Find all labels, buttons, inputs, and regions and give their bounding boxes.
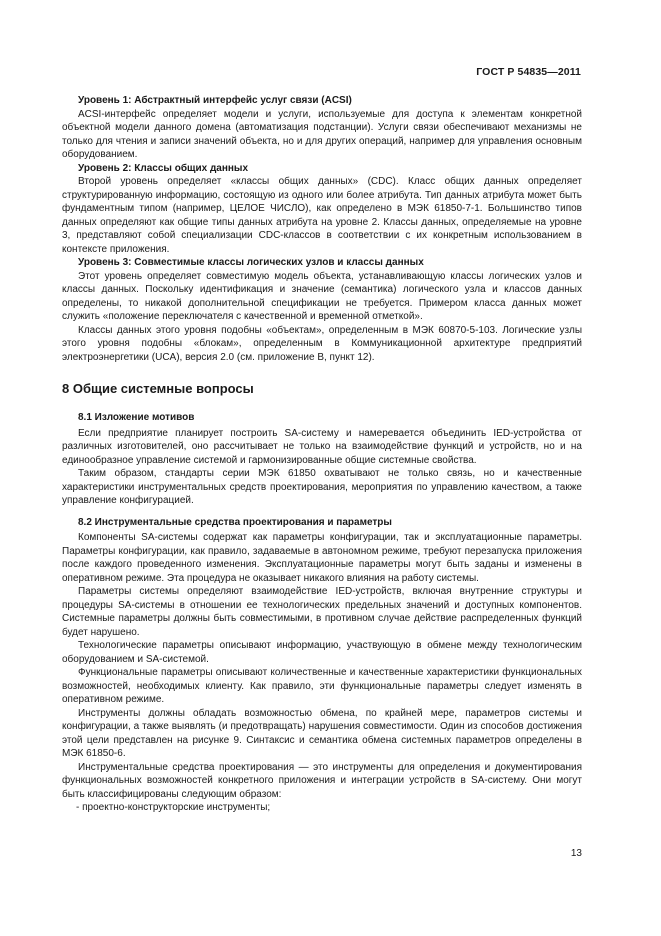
level-1-text: ACSI-интерфейс определяет модели и услуги, используемые для доступа к элементам конкретной объектной модели данного домена (автоматизация подстанции). Услуги связи обеспечивают механизмы не только для чтения и записи значений объекта, но и для других операций, например для управления основным оборудованием. xyxy=(62,108,582,160)
level-3-text-2: Классы данных этого уровня подобны «объектам», определенным в МЭК 60870-5-103. Логические узлы этого уровня подобны «блокам», определенным в Коммуникационной архитектуре предприятий электроэнергетики (UCA), версия 2.0 (см. приложение В, пункт 12). xyxy=(62,324,582,363)
level-3-text-1: Этот уровень определяет совместимую модель объекта, устанавливающую классы логических узлов и классы данных. Поскольку идентификация и значение (семантика) логического узла и классов данных определены, то никакой дополнительной спецификации не требуется. Примером класса данных может служить «положение переключателя с качественной и временной отметкой». xyxy=(62,270,582,322)
section-8-1-paragraph-1: Если предприятие планирует построить SA-систему и намеревается объединить IED-устройства от различных изготовителей, оно рассчитывает не только на взаимодействие функций и устройств, но и на единообразное управление системой и гармонизированные общие системные свойства. xyxy=(62,427,582,466)
level-2-text: Второй уровень определяет «классы общих данных» (CDC). Класс общих данных определяет структурированную информацию, состоящую из одного или более атрибута. Тип данных атрибута может быть фундаментным типом (например, ЦЕЛОЕ ЧИСЛО), как определено в МЭК 61850-7-1. Большинство типов данных определяют как общие типы данных атрибута на уровне 2. Классы данных, определяемые на уровне 3, представляют собой специализации CDC-классов в соответствии с их конкретным использованием в контексте приложения. xyxy=(62,176,582,255)
section-8-heading: 8 Общие системные вопросы xyxy=(62,381,254,396)
section-8-2-paragraph-1: Компоненты SA-системы содержат как параметры конфигурации, так и эксплуатационные параметры. Параметры конфигурации, как правило, задаваемые в автономном режиме, требуют перезапуска приложения после каждого проведенного изменения. Эксплуатационные параметры могут быть заданы и изменены в оперативном режиме. Эта процедура не оказывает никакого влияния на работу системы. xyxy=(62,532,582,584)
document-id-header: ГОСТ Р 54835—2011 xyxy=(476,66,581,78)
page-number: 13 xyxy=(570,848,582,859)
section-8-2-paragraph-2: Параметры системы определяют взаимодействие IED-устройств, включая внутренние структуры и процедуры SA-системы в отношении ее технологических предельных значений и доступных компонентов. Системные параметры должны быть совместимыми, в противном случае действие распределенных функций будет нарушено. xyxy=(62,586,582,638)
section-8-2-paragraph-3: Технологические параметры описывают информацию, участвующую в обмене между технологическим оборудованием и SA-системой. xyxy=(62,640,582,665)
level-2-title: Уровень 2: Классы общих данных xyxy=(78,162,249,174)
section-8-2-paragraph-6: Инструментальные средства проектирования — это инструменты для определения и документирования функциональных возможностей конкретного приложения и интеграции устройств в SA-систему. Они могут быть классифицированы следующим образом: xyxy=(62,761,582,800)
page-body xyxy=(62,94,582,815)
section-8-1-heading: 8.1 Изложение мотивов xyxy=(78,412,195,423)
section-8-2-heading: 8.2 Инструментальные средства проектирования и параметры xyxy=(78,516,392,528)
section-8-2-paragraph-5: Инструменты должны обладать возможностью обмена, по крайней мере, параметров системы и конфигурации, а также выявлять (и предотвращать) нарушения совместимости. Один из способов достижения этой цели представлен на рисунке 9. Синтаксис и семантика обмена системных параметров определены в МЭК 61850-6. xyxy=(62,707,582,759)
level-3-title: Уровень 3: Совместимые классы логических узлов и классы данных xyxy=(78,257,424,268)
list-item: - проектно-конструкторские инструменты; xyxy=(76,802,271,813)
section-8-1-paragraph-2: Таким образом, стандарты серии МЭК 61850 охватывают не только связь, но и качественные характеристики инструментальных средств проектирования, мероприятия по управлению качеством, а также управление конфигурацией. xyxy=(62,468,582,506)
section-8-2-paragraph-4: Функциональные параметры описывают количественные и качественные характеристики функциональных возможностей, необходимых клиенту. Как правило, эти функциональные параметры следует изменять в оперативном режиме. xyxy=(62,667,582,705)
level-1-title: Уровень 1: Абстрактный интерфейс услуг связи (ACSI) xyxy=(78,95,352,106)
